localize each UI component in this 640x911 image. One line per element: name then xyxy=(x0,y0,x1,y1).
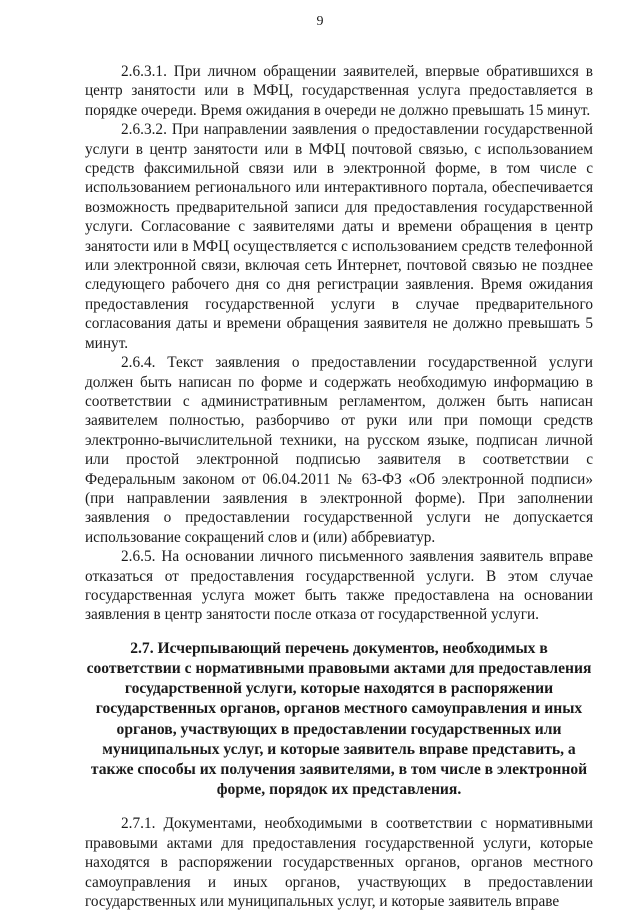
document-body xyxy=(85,62,593,911)
section-spacer xyxy=(85,800,593,814)
paragraph-2-7-1: 2.7.1. Документами, необходимыми в соответствии с нормативными правовыми актами для предоставления государственной услуги, которые находятся в распоряжении государственных органов, органов местного самоуправления и иных органов, участвующих в предоставлении государственных или муниципальных услуг, и которые заявитель вправе xyxy=(85,815,593,911)
page-number: 9 xyxy=(316,14,324,29)
section-heading-2-7: 2.7. Исчерпывающий перечень документов, необходимых в соответствии с нормативными правовыми актами для предоставления государственной услуги, которые находятся в распоряжении государственных органов, органов местного самоуправления и иных органов, участвующих в предоставлении государственных или муниципальных услуг, и которые заявитель вправе представить, а также способы их получения заявителями, в том числе в электронной форме, порядок их представления. xyxy=(86,639,592,799)
paragraph-2-6-3-1: 2.6.3.1. При личном обращении заявителей, впервые обратившихся в центр занятости или в МФЦ, государственная услуга предоставляется в порядке очереди. Время ожидания в очереди не должно превышать 15 минут. xyxy=(85,63,593,119)
paragraph-2-6-4: 2.6.4. Текст заявления о предоставлении государственной услуги должен быть написан по форме и содержать необходимую информацию в соответствии с административным регламентом, должен быть написан заявителем полностью, разборчиво от руки или при помощи средств электронно-вычислительной техники, на русском языке, подписан личной или простой электронной подписью заявителя в соответствии с Федеральным законом от 06.04.2011 № 63-ФЗ «Об электронной подписи» (при направлении заявления в электронной форме). При заполнении заявления о предоставлении государственной услуги не допускается использование сокращений слов и (или) аббревиатур. xyxy=(85,354,593,546)
paragraph-2-6-5: 2.6.5. На основании личного письменного заявления заявитель вправе отказаться от предоставления государственной услуги. В этом случае государственная услуга может быть также предоставлена на основании заявления в центр занятости после отказа от государственной услуги. xyxy=(85,548,593,624)
paragraph-2-6-3-2: 2.6.3.2. При направлении заявления о предоставлении государственной услуги в центр занятости или в МФЦ почтовой связью, с использованием средств факсимильной связи или в электронной форме, в том числе с использованием регионального или интерактивного портала, обеспечивается возможность предварительной записи для предоставления государственной услуги. Согласование с заявителями даты и времени обращения в центр занятости или в МФЦ осуществляется с использованием средств телефонной или электронной связи, включая сеть Интернет, почтовой связью не позднее следующего рабочего дня со дня регистрации заявления. Время ожидания предоставления государственной услуги в случае предварительного согласования даты и времени обращения заявителя не должно превышать 5 минут. xyxy=(85,121,593,352)
